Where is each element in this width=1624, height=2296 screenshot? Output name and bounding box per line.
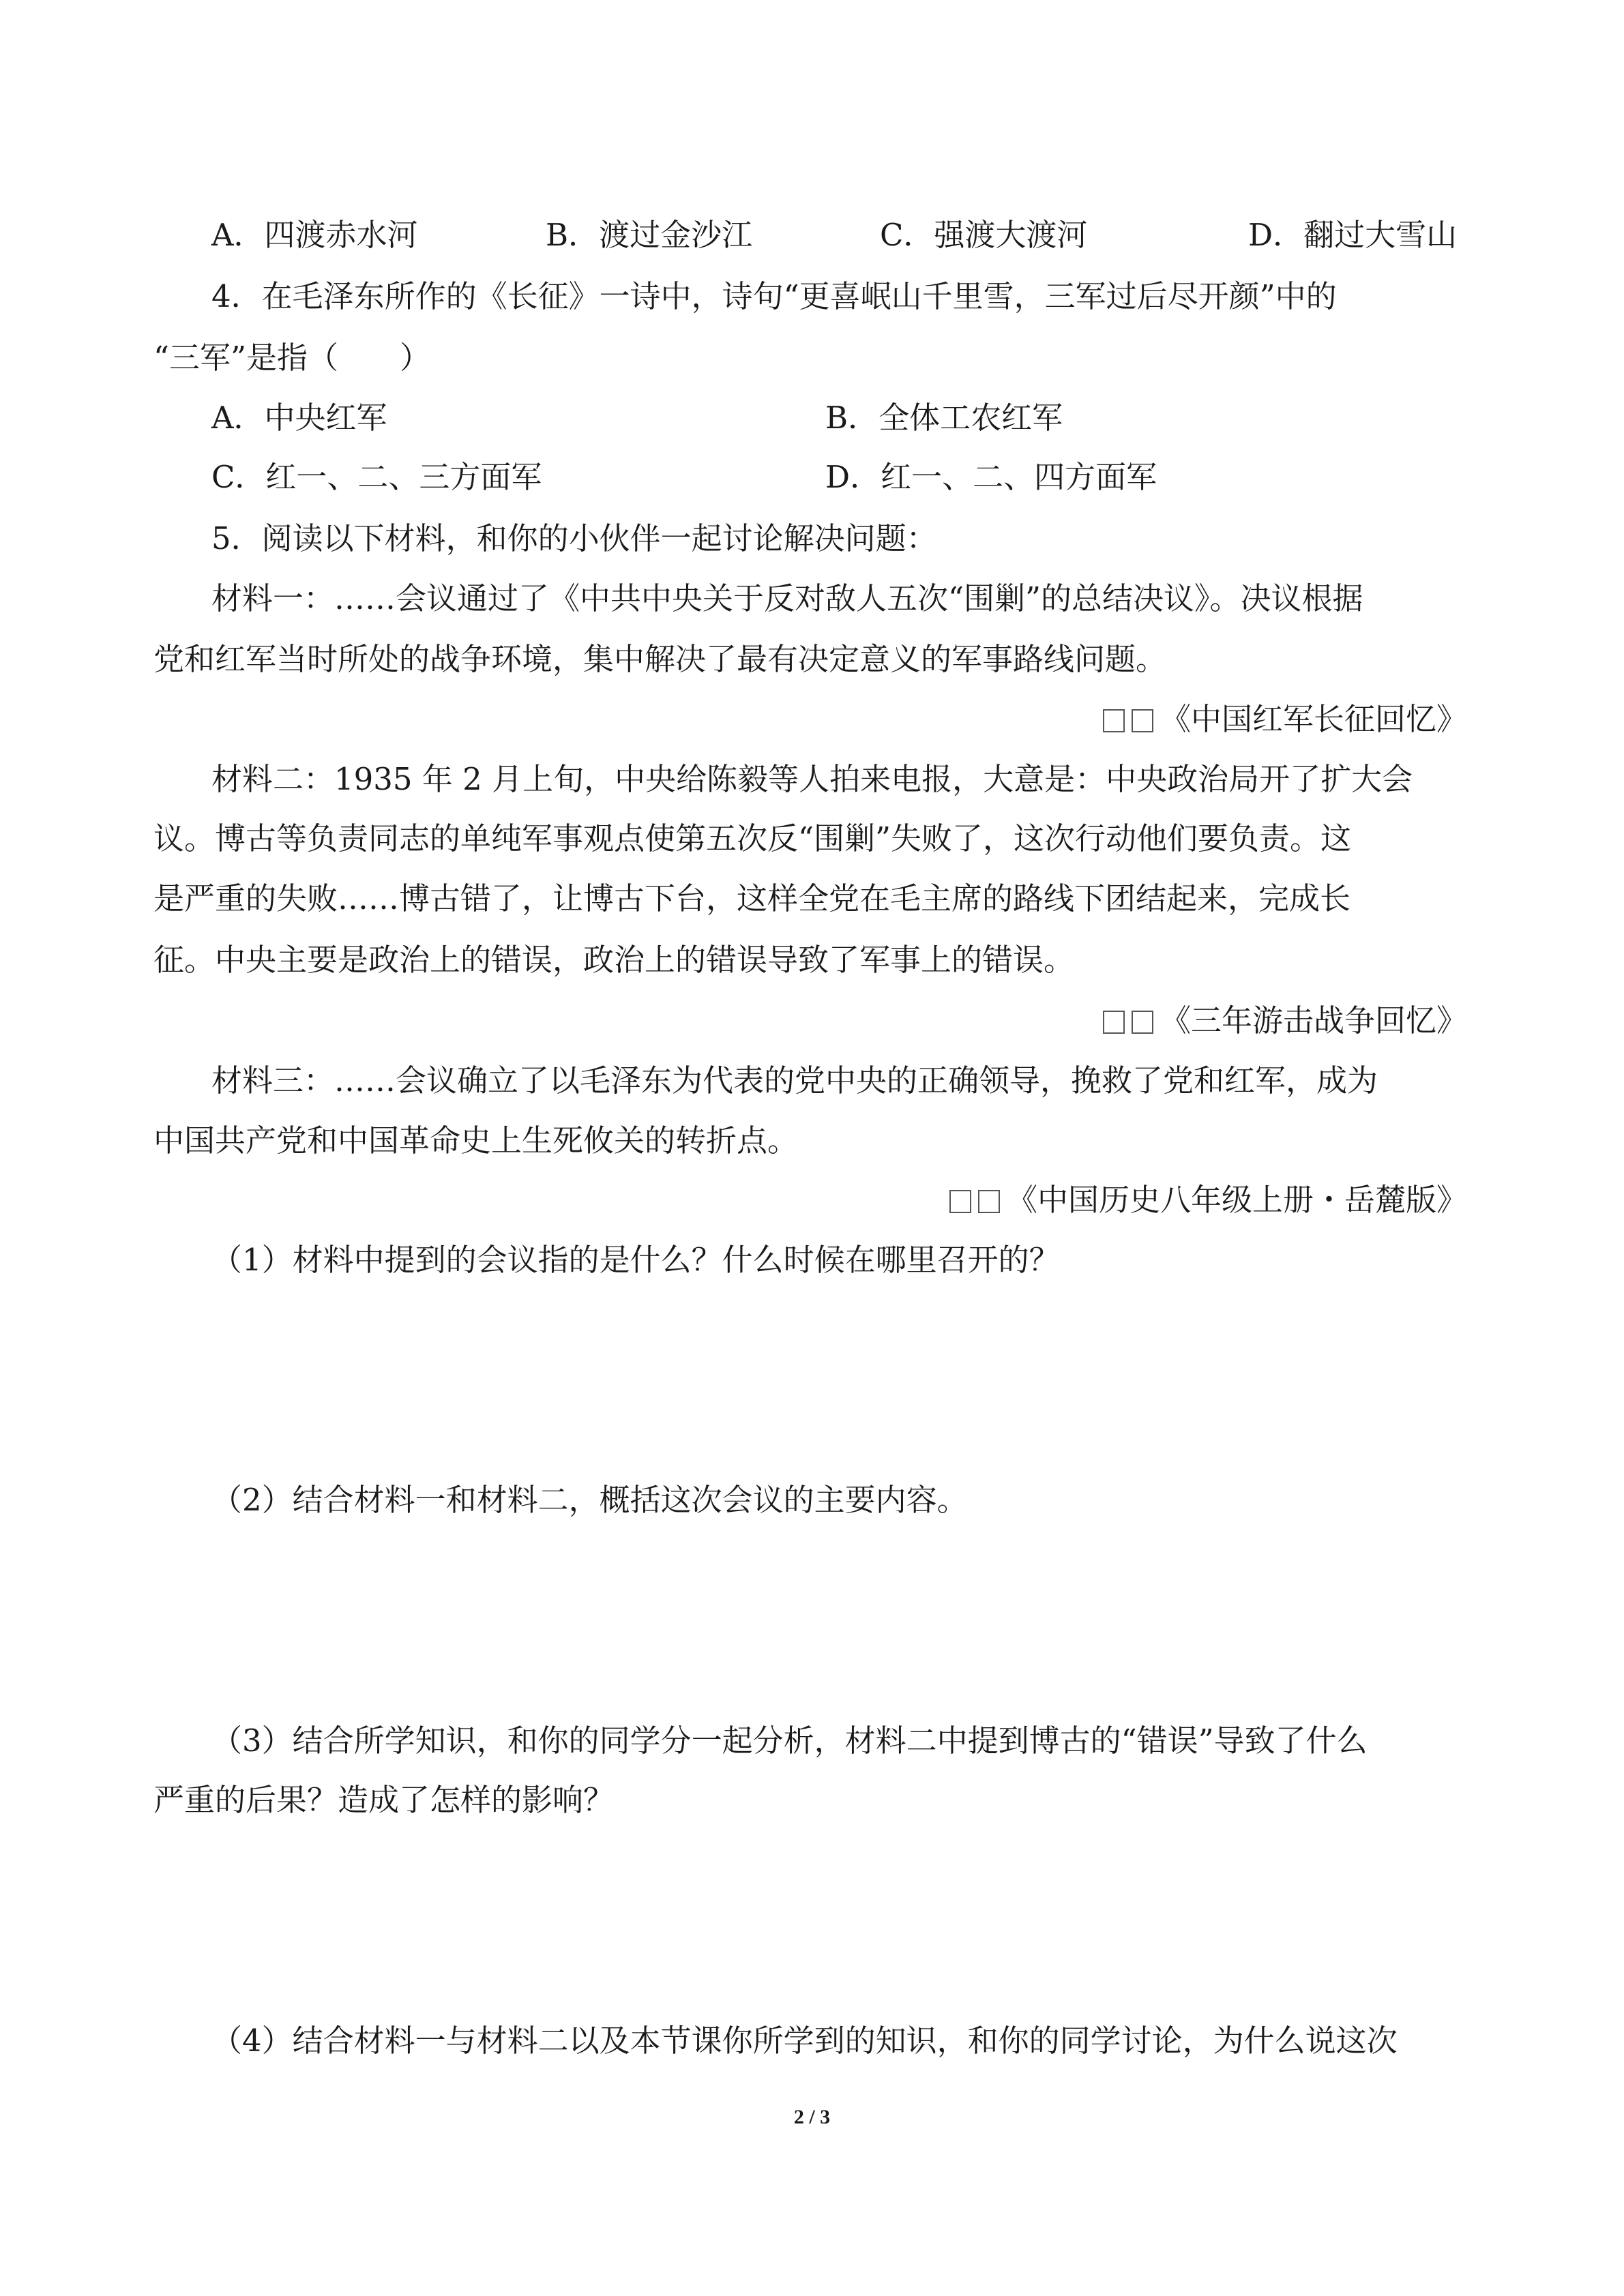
placeholder-box-icon xyxy=(1103,1011,1125,1034)
q3-option-c: C．强渡大渡河 xyxy=(880,217,1088,253)
q4-option-b: B．全体工农红军 xyxy=(825,400,1063,436)
q4-option-d: D．红一、二、四方面军 xyxy=(825,459,1157,495)
q3-option-b: B．渡过金沙江 xyxy=(546,217,753,253)
placeholder-box-icon xyxy=(1103,709,1125,732)
q3-option-d: D．翻过大雪山 xyxy=(1248,217,1458,253)
placeholder-box-icon xyxy=(1132,709,1153,732)
placeholder-box-icon xyxy=(978,1190,1000,1213)
q4-option-a: A．中央红军 xyxy=(211,400,387,436)
q4-option-c: C．红一、二、三方面军 xyxy=(211,459,542,495)
document-page: A．四渡赤水河 B．渡过金沙江 C．强渡大渡河 D．翻过大雪山 4．在毛泽东所作的《长征》一诗中，诗句“更喜岷山千里雪，三军过后尽开颜”中的 “三军”是指（ ） A．中央红军 B．全体工农红军 C．红一、二、三方面军 D．红一、二、四方面军 5．阅读以下材料，和你的小伙伴一起讨论解决问题： 材料一：……会议通过了《中共中央关于反对敌人五次“围剿”的总结决议》。决议根据 党和红军当时所处的战争环境，集中解决了最有决定意义的军事路线问题。 《中国红军长征回忆》 材料二：1935 年 2 月上旬，中央给陈毅等人拍来电报，大意是：中央政治局开了扩大会 议。博古等负责同志的单纯军事观点使第五次反“围剿”失败了，这次行动他们要负责。这 是严重的失败……博古错了，让博古下台，这样全党在毛主席的路线下团结起来，完成长 征。中央主要是政治上的错误，政治上的错误导致了军事上的错误。 《三年游击战争回忆》 材料三：……会议确立了以毛泽东为代表的党中央的正确领导，挽救了党和红军，成为 中国共产党和中国革命史上生死攸关的转折点。 《中国历史八年级上册・岳麓版》 （1）材料中提到的会议指的是什么？什么时候在哪里召开的？ （2）结合材料一和材料二，概括这次会议的主要内容。 （3）结合所学知识，和你的同学分一起分析，材料二中提到博古的“错误”导致了什么 严重的后果？造成了怎样的影响？ （4）结合材料一与材料二以及本节课你所学到的知识，和你的同学讨论，为什么说这次 2 / 3 xyxy=(0,0,1624,2296)
material-3-source: 《中国历史八年级上册・岳麓版》 xyxy=(949,1180,1467,1221)
q3-option-a: A．四渡赤水河 xyxy=(211,217,418,253)
page-number: 2 / 3 xyxy=(793,2106,831,2128)
placeholder-box-icon xyxy=(949,1190,971,1213)
material-1-source: 《中国红军长征回忆》 xyxy=(1103,699,1467,740)
material-2-source: 《三年游击战争回忆》 xyxy=(1103,1000,1467,1041)
placeholder-box-icon xyxy=(1132,1011,1153,1034)
